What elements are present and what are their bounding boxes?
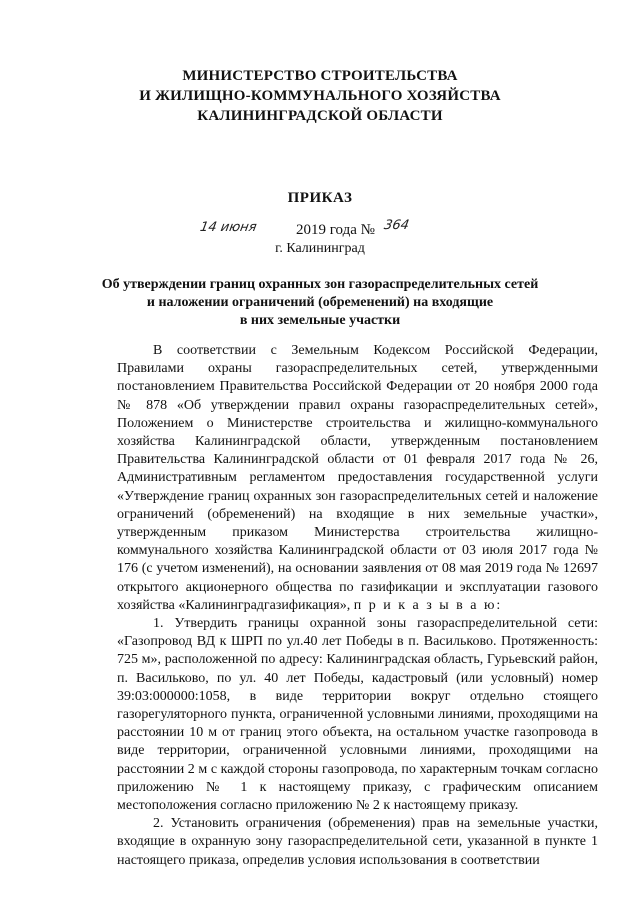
preamble-text: В соответствии с Земельным Кодексом Российской Федерации, Правилами охраны газораспределительных сетей, утвержденными постановлением Правительства Российской Федерации от 20 ноября 2000 года № 878 «Об утверждении правил охраны газораспределительных сетей», Положением о Министерстве строительства и жилищно-коммунального хозяйства Калининградской области, утвержденным постановлением Правительства Калининградской области от 01 февраля 2017 года № 26, Административным регламентом предоставления государственной услуги «Утверждение границ охранных зон газораспределительных сетей и наложение ограничений (обременений) на входящие в них земельные участки», утвержденным приказом Министерства строительства жилищно-коммунального хозяйства Калининградской области от 03 июля 2017 года № 176 (с учетом изменений), на основании заявления от 08 мая 2019 года № 12697 открытого акционерного общества по газификации и эксплуатации газового хозяйства «Калининградгазификация»,: [117, 343, 598, 613]
order-date-line: [200, 219, 500, 241]
item-1-paragraph: 1. Утвердить границы охранной зоны газораспределительной сети: «Газопровод ВД к ШРП по ул.40 лет Победы в п. Васильково. Протяженность: 725 м», расположенной по адресу: Калининградская область, Гурьевский район, п. Васильково, по ул. 40 лет Победы, кадастровый (или условный) номер 39:03:000000:1058, в виде территории вокруг отдельно стоящего газорегуляторного пункта, ограниченной условными линиями, проходящими на расстоянии 10 м от границ этого объекта, на остальном участке газопровода в виде территории, ограниченной условными линиями, проходящими на расстоянии 2 м с каждой стороны газопровода, по характерным точкам согласно приложению № 1 к настоящему приказу, с графическим описанием местоположения согласно приложению № 2 к настоящему приказу.: [117, 616, 598, 814]
preamble-paragraph: [117, 342, 598, 615]
order-city: г. Калининград: [275, 241, 365, 256]
ministry-line-1: МИНИСТЕРСТВО СТРОИТЕЛЬСТВА: [182, 68, 458, 84]
order-body: [117, 342, 598, 870]
ministry-line-2: И ЖИЛИЩНО-КОММУНАЛЬНОГО ХОЗЯЙСТВА: [139, 88, 501, 104]
order-year-label: 2019 года №: [296, 222, 375, 238]
ministry-header: [0, 66, 640, 126]
handwritten-order-number: 364: [382, 218, 411, 233]
ministry-line-3: КАЛИНИНГРАДСКОЙ ОБЛАСТИ: [197, 108, 443, 124]
subject-line-2: и наложении ограничений (обременений) на входящие: [146, 295, 494, 310]
order-title: ПРИКАЗ: [287, 190, 353, 206]
subject-line-1: Об утверждении границ охранных зон газораспределительных сетей: [101, 277, 539, 292]
prikazyvayu-word: п р и к а з ы в а ю:: [353, 597, 503, 613]
handwritten-date: 14 июня: [198, 220, 258, 235]
item-2-paragraph: 2. Установить ограничения (обременения) прав на земельные участки, входящие в охранную зону газораспределительной сети, указанной в пункте 1 настоящего приказа, определив условия использования в соответствии: [117, 816, 598, 868]
subject-line-3: в них земельные участки: [239, 313, 401, 328]
order-subject: [0, 276, 640, 330]
